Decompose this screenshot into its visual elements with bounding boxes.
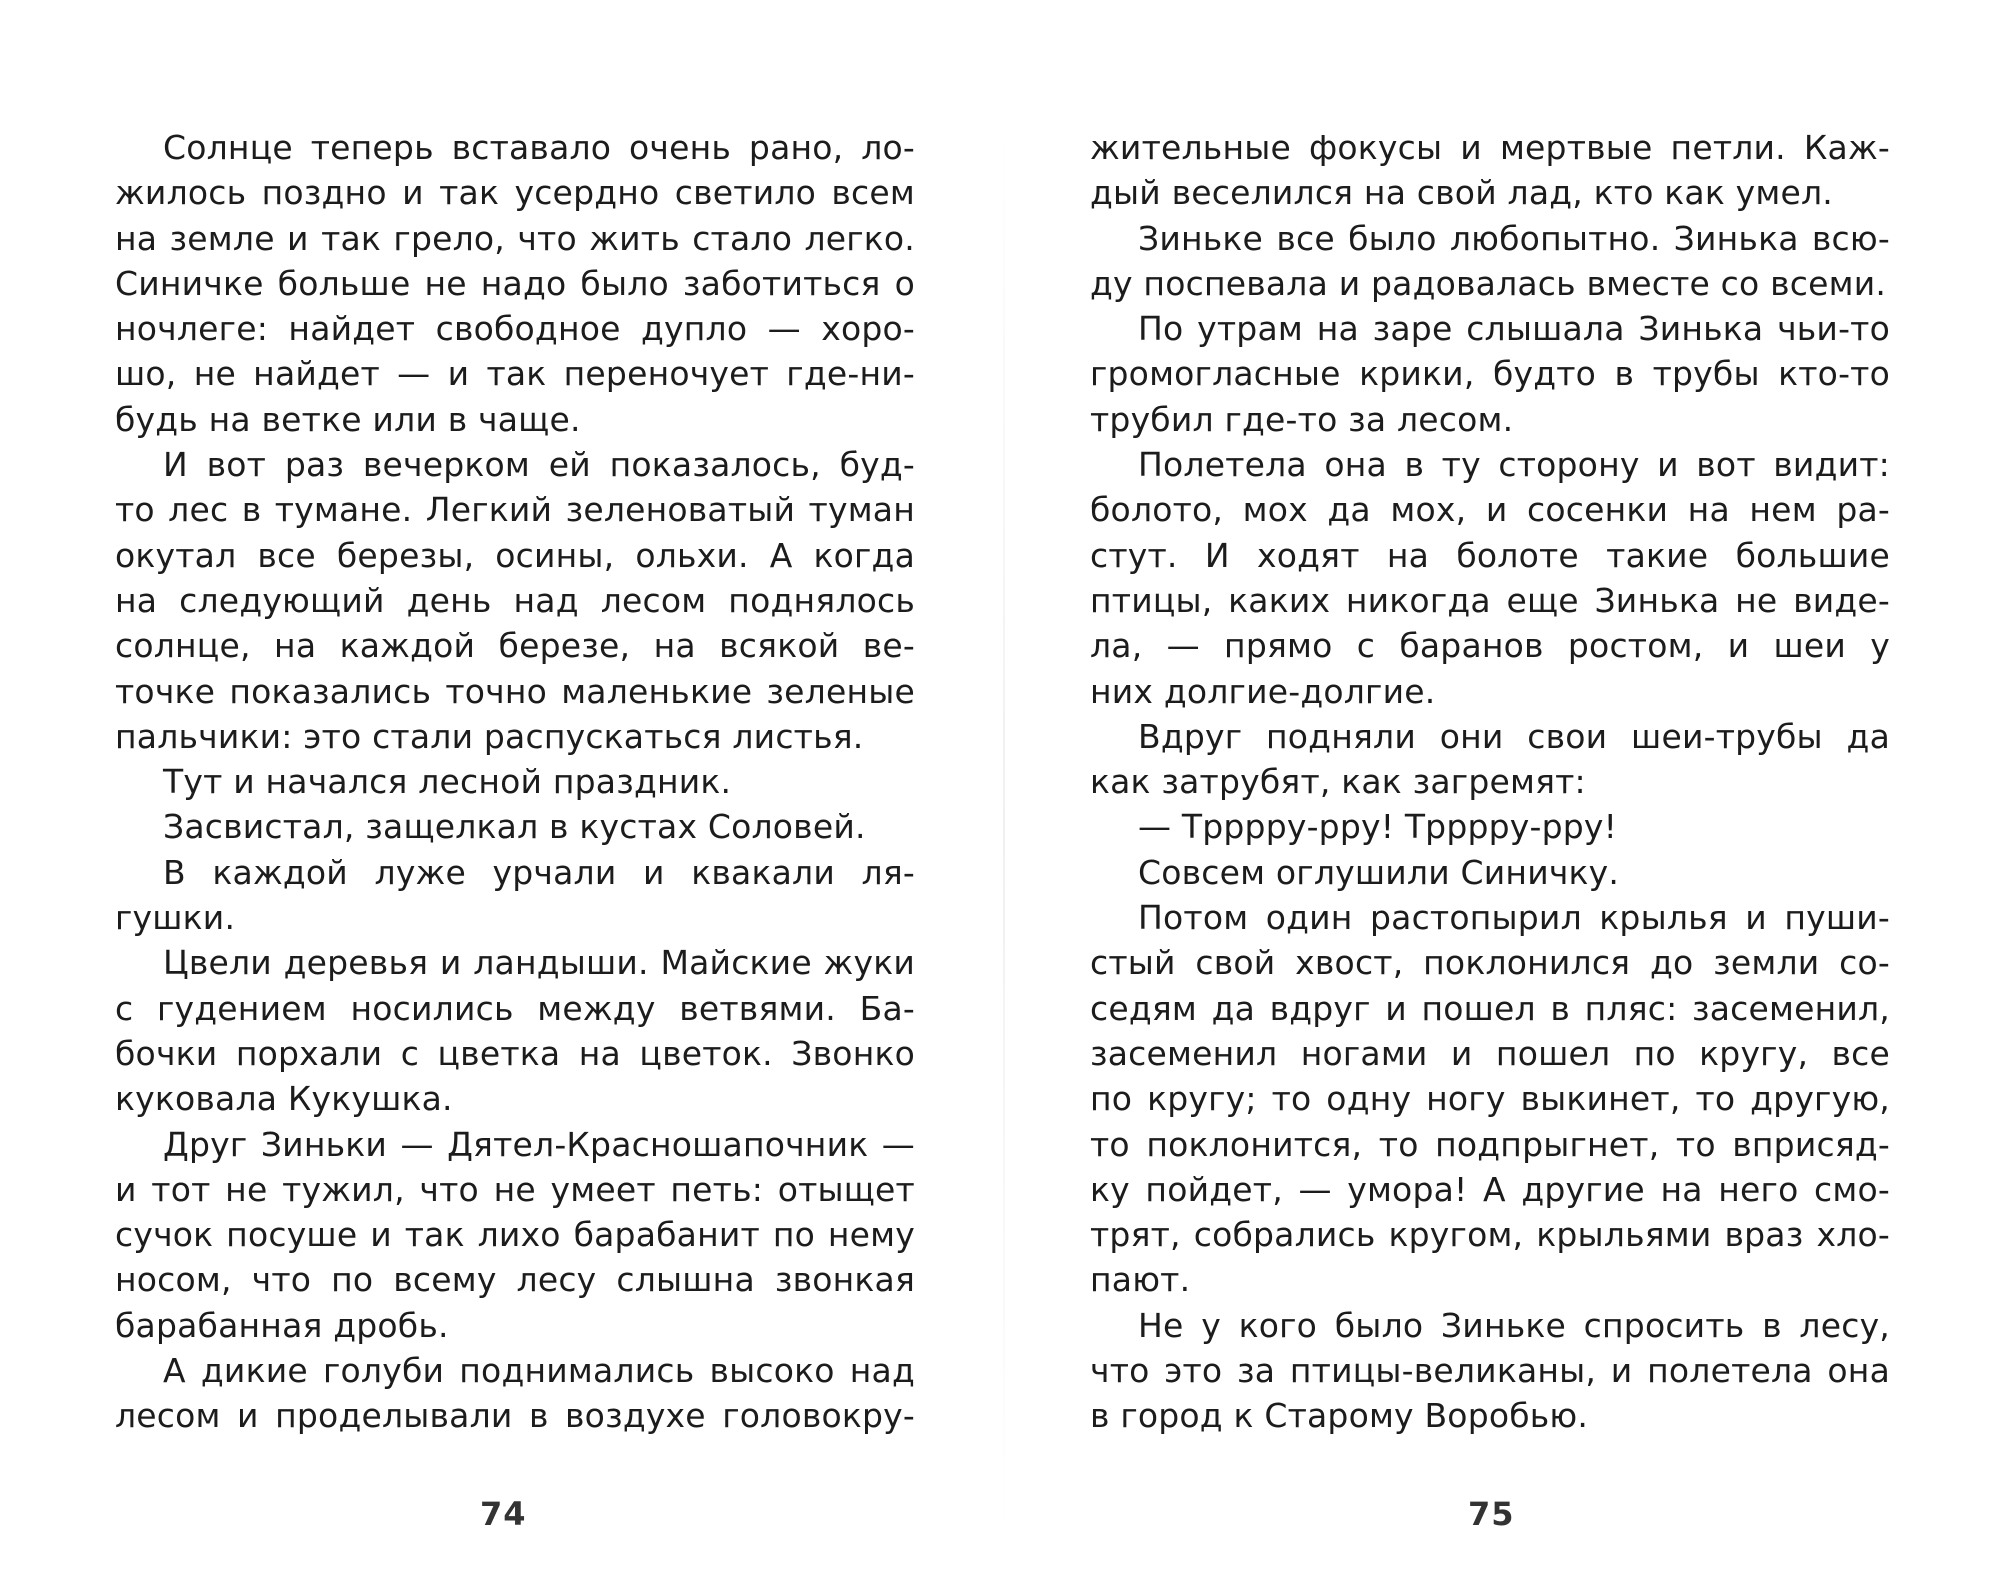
text-line: шо, не найдет — и так переночует где-ни- [115,354,915,394]
text-line: В каждой луже урчали и квакали ля- [163,852,915,892]
text-line: трубил где-то за лесом. [1090,399,1514,439]
right-page [1090,125,1890,1439]
text-line: птицы, каких никогда еще Зинька не виде- [1090,580,1890,620]
text-line: них долгие-долгие. [1090,671,1436,711]
text-line: болото, мох да мох, и сосенки на нем ра- [1090,490,1890,530]
text-line: ла, — прямо с баранов ростом, и шеи у [1090,626,1890,666]
text-line: Зиньке все было любопытно. Зинька всю- [1138,218,1890,258]
text-line: Цвели деревья и ландыши. Майские жуки [163,943,915,983]
text-line: Не у кого было Зиньке спросить в лесу, [1138,1305,1890,1345]
text-line: куковала Кукушка. [115,1079,453,1119]
text-line: стый свой хвост, поклонился до земли со- [1090,943,1890,983]
page-number-left: 74 [480,1495,527,1533]
text-line: Засвистал, защелкал в кустах Соловей. [163,807,866,847]
text-line: носом, что по всему лесу слышна звонкая [115,1260,915,1300]
text-line: пальчики: это стали распускаться листья. [115,716,864,756]
page-number-right: 75 [1468,1495,1515,1533]
text-line: и тот не тужил, что не умеет петь: отыщет [115,1169,915,1209]
text-line: Друг Зиньки — Дятел-Красношапочник — [163,1124,915,1164]
text-line: — Трррру-рру! Трррру-рру! [1138,807,1618,847]
text-line: жилось поздно и так усердно светило всем [115,173,915,213]
text-line: как затрубят, как загремят: [1090,762,1586,802]
text-line: ночлеге: найдет свободное дупло — хоро- [115,309,915,349]
text-line: окутал все березы, осины, ольхи. А когда [115,535,915,575]
text-line: Полетела она в ту сторону и вот видит: [1138,445,1890,485]
text-line: бочки порхали с цветка на цветок. Звонко [115,1033,915,1073]
text-line: ку пойдет, — умора! А другие на него смо- [1090,1169,1890,1209]
text-line: Совсем оглушили Синичку. [1138,852,1620,892]
text-line: что это за птицы-великаны, и полетела она [1090,1351,1890,1391]
text-line: сучок посуше и так лихо барабанит по нему [115,1215,915,1255]
text-line: дый веселился на свой лад, кто как умел. [1090,173,1833,213]
text-line: По утрам на заре слышала Зинька чьи-то [1138,309,1890,349]
text-line: солнце, на каждой березе, на всякой ве- [115,626,915,666]
text-line: стут. И ходят на болоте такие большие [1090,535,1890,575]
text-line: жительные фокусы и мертвые петли. Каж- [1090,128,1890,167]
page-gutter [1003,120,1005,1540]
text-line: будь на ветке или в чаще. [115,399,581,439]
text-line: Потом один растопырил крылья и пуши- [1138,898,1890,938]
text-line: ду поспевала и радовалась вместе со всеми. [1090,263,1887,303]
text-line: трят, собрались кругом, крыльями враз хло- [1090,1215,1890,1255]
text-line: барабанная дробь. [115,1305,449,1345]
text-line: Вдруг подняли они свои шеи-трубы да [1138,716,1890,756]
text-line: лесом и проделывали в воздухе головокру- [115,1396,915,1436]
text-line: то поклонится, то подпрыгнет, то вприсяд- [1090,1124,1890,1164]
text-line: точке показались точно маленькие зеленые [115,671,915,711]
text-line: засеменил ногами и пошел по кругу, все [1090,1033,1890,1073]
text-line: на земле и так грело, что жить стало легко. [115,218,915,258]
text-line: с гудением носились между ветвями. Ба- [115,988,915,1028]
text-line: то лес в тумане. Легкий зеленоватый туман [115,490,915,530]
text-line: седям да вдруг и пошел в пляс: засеменил, [1090,988,1890,1028]
left-page [115,125,915,1439]
text-line: Солнце теперь вставало очень рано, ло- [163,128,915,167]
text-line: Тут и начался лесной праздник. [163,762,732,802]
text-line: в город к Старому Воробью. [1090,1396,1589,1436]
text-line: по кругу; то одну ногу выкинет, то другую, [1090,1079,1890,1119]
text-line: И вот раз вечерком ей показалось, буд- [163,445,915,485]
text-line: Синичке больше не надо было заботиться о [115,263,915,303]
text-line: пают. [1090,1260,1191,1300]
text-line: гушки. [115,898,236,938]
text-line: на следующий день над лесом поднялось [115,580,915,620]
text-line: громогласные крики, будто в трубы кто-то [1090,354,1890,394]
text-line: А дикие голуби поднимались высоко над [163,1351,915,1391]
